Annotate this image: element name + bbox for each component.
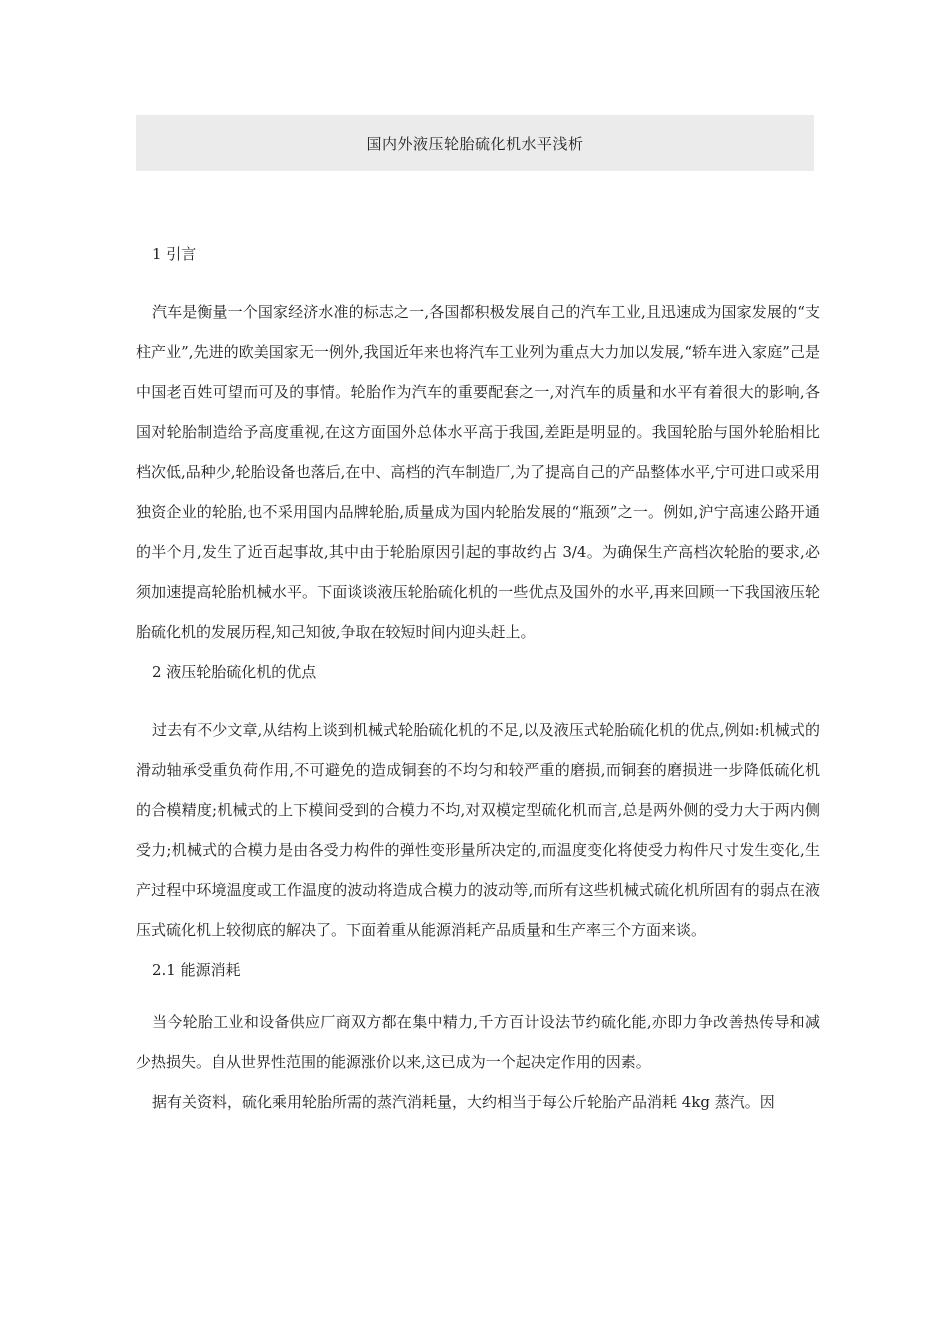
spacer xyxy=(136,990,820,1002)
spacer xyxy=(136,692,820,710)
paragraph-intro: 汽车是衡量一个国家经济水准的标志之一,各国都积极发展自己的汽车工业,且迅速成为国家发展的“支柱产业”,先进的欧美国家无一例外,我国近年来也将汽车工业列为重点大力加以发展,“轿车进入家庭”己是中国老百姓可望而可及的事情。轮胎作为汽车的重要配套之一,对汽车的质量和水平有着很大的影响,各国对轮胎制造给予高度重视,在这方面国外总体水平高于我国,差距是明显的。我国轮胎与国外轮胎相比档次低,品种少,轮胎设备也落后,在中、高档的汽车制造厂,为了提高自己的产品整体水平,宁可进口或采用独资企业的轮胎,也不采用国内品牌轮胎,质量成为国内轮胎发展的“瓶颈”之一。例如,沪宁高速公路开通的半个月,发生了近百起事故,其中由于轮胎原因引起的事故约占 3/4。为确保生产高档次轮胎的要求,必须加速提高轮胎机械水平。下面谈谈液压轮胎硫化机的一些优点及国外的水平,再来回顾一下我国液压轮胎硫化机的发展历程,知己知彼,争取在较短时间内迎头赶上。 xyxy=(136,303,820,641)
document-body xyxy=(136,234,820,1122)
title-banner xyxy=(136,115,814,171)
spacer xyxy=(136,274,820,292)
paragraph-advantages: 过去有不少文章,从结构上谈到机械式轮胎硫化机的不足,以及液压式轮胎硫化机的优点,例如:机械式的滑动轴承受重负荷作用,不可避免的造成铜套的不均匀和较严重的磨损,而铜套的磨损进一步降低硫化机的合模精度;机械式的上下模间受到的合模力不均,对双模定型硫化机而言,总是两外侧的受力大于两内侧受力;机械式的合模力是由各受力构件的弹性变形量所决定的,而温度变化将使受力构件尺寸发生变化,生产过程中环境温度或工作温度的波动将造成合模力的波动等,而所有这些机械式硫化机所固有的弱点在液压式硫化机上较彻底的解决了。下面着重从能源消耗产品质量和生产率三个方面来谈。 xyxy=(136,721,820,939)
paragraph-energy-2: 据有关资料，硫化乘用轮胎所需的蒸汽消耗量，大约相当于每公斤轮胎产品消耗 4kg 蒸汽。因 xyxy=(152,1093,775,1111)
paragraph-energy-1: 当今轮胎工业和设备供应厂商双方都在集中精力,千方百计设法节约硫化能,亦即力争改善热传导和减少热损失。自从世界性范围的能源涨价以来,这已成为一个起决定作用的因素。 xyxy=(136,1013,820,1071)
section-heading-advantages: 2 液压轮胎硫化机的优点 xyxy=(152,663,317,681)
document-title: 国内外液压轮胎硫化机水平浅析 xyxy=(366,134,584,153)
section-heading-intro: 1 引言 xyxy=(152,245,197,263)
section-heading-energy: 2.1 能源消耗 xyxy=(152,961,241,979)
